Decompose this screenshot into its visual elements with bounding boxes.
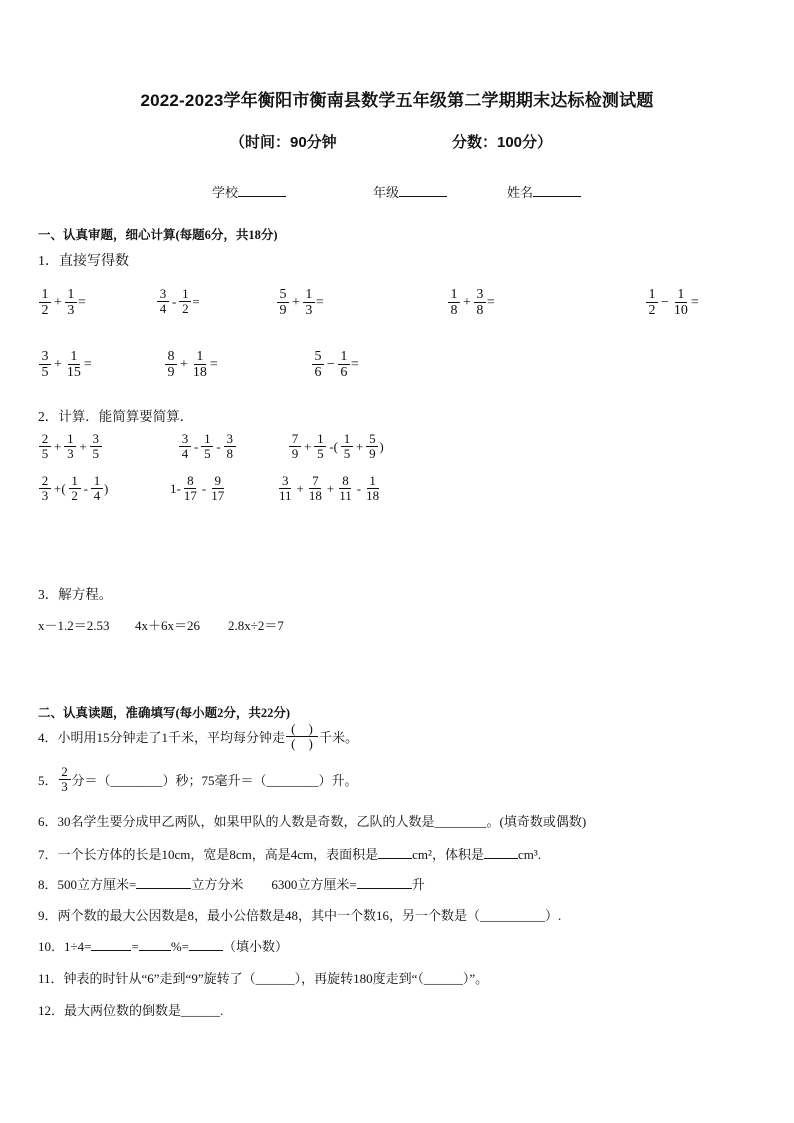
total-score: 分数：100分） <box>452 134 553 151</box>
q5-text: 5． $\frac{2}{3}$ 分＝（________）秒；75毫升＝（________）升。 <box>38 764 358 795</box>
name-field <box>507 182 581 201</box>
q2-expr-5: 1- $\frac{8}{17}$ - $\frac{9}{17}$ <box>170 473 225 504</box>
q1-expr-6: $\frac{3}{5}$ + $\frac{1}{15}$ = <box>38 349 92 380</box>
section1-heading: 一、认真审题，细心计算(每题6分，共18分) <box>38 228 278 242</box>
q1-expr-4: $\frac{1}{8}$ + $\frac{3}{8}$ = <box>447 287 495 318</box>
q3-equation-2: 4x＋6x＝26 <box>135 618 201 633</box>
q7-blank-2[interactable] <box>484 846 518 859</box>
q2-expr-2: $\frac{3}{4}$ - $\frac{1}{5}$ - $\frac{3}{8}$ <box>178 432 237 461</box>
q3-label: 3．解方程。 <box>38 587 113 602</box>
grade-blank[interactable] <box>399 184 447 197</box>
q3-equation-3: 2.8x÷2＝7 <box>228 618 284 633</box>
q12-text: 12．最大两位数的倒数是______. <box>38 1003 224 1018</box>
q8-blank-1[interactable] <box>136 876 191 889</box>
q4-text: 4．小明用15分钟走了1千米，平均每分钟走 $\frac{( )}{( )}$ 千米。 <box>38 721 359 752</box>
q2-expr-3: $\frac{7}{9}$ + $\frac{1}{5}$ -( $\frac{1}{5}$ + $\frac{5}{9}$ ) <box>288 432 384 461</box>
grade-label: 年级 <box>373 185 400 200</box>
page-title: 2022-2023学年衡阳市衡南县数学五年级第二学期期末达标检测试题 <box>140 91 654 110</box>
q1-expr-5: $\frac{1}{2}$ − $\frac{1}{10}$ = <box>645 287 699 318</box>
q10-blank-1[interactable] <box>91 938 131 951</box>
name-blank[interactable] <box>533 184 581 197</box>
q2-expr-4: $\frac{2}{3}$ +( $\frac{1}{2}$ - $\frac{1}{4}$ ) <box>38 474 108 503</box>
q11-text: 11．钟表的时针从“6”走到“9”旋转了（______），再旋转180度走到“（______）”。 <box>38 971 489 986</box>
q6-text: 6．30名学生要分成甲乙两队，如果甲队的人数是奇数，乙队的人数是________。(填奇数或偶数) <box>38 814 587 829</box>
q8-text: 8．500立方厘米= 立方分米 6300立方厘米= 升 <box>38 877 425 892</box>
school-field <box>212 182 286 201</box>
grade-field <box>373 182 447 201</box>
q8-blank-2[interactable] <box>357 876 412 889</box>
q1-expr-7: $\frac{8}{9}$ + $\frac{1}{18}$ = <box>164 349 218 380</box>
q9-text: 9．两个数的最大公因数是8，最小公倍数是48，其中一个数16，另一个数是（__________）. <box>38 908 562 923</box>
q1-label: 1．直接写得数 <box>38 254 129 269</box>
q1-expr-3: $\frac{5}{9}$ + $\frac{1}{3}$ = <box>276 287 324 318</box>
q7-text: 7．一个长方体的长是10cm，宽是8cm，高是4cm，表面积是 cm²，体积是 cm³. <box>38 847 541 862</box>
q1-expr-8: $\frac{5}{6}$ − $\frac{1}{6}$ = <box>311 349 359 380</box>
q1-expr-1: $\frac{1}{2}$ + $\frac{1}{3}$ = <box>38 287 86 318</box>
school-blank[interactable] <box>238 184 286 197</box>
q3-equation-1: x－1.2＝2.53 <box>38 618 110 633</box>
q10-blank-2[interactable] <box>139 938 171 951</box>
time-limit: （时间：90分钟 <box>230 134 337 151</box>
school-label: 学校 <box>212 185 239 200</box>
q10-blank-3[interactable] <box>189 938 223 951</box>
name-label: 姓名 <box>507 185 534 200</box>
q1-expr-2: $\frac{3}{4}$ - $\frac{1}{2}$ = <box>156 287 200 316</box>
q2-label: 2．计算．能简算要简算． <box>38 409 194 424</box>
section2-heading: 二、认真读题，准确填写(每小题2分，共22分) <box>38 706 291 720</box>
q10-text: 10．1÷4= = %= （填小数） <box>38 939 288 954</box>
q2-expr-6: $\frac{3}{11}$ + $\frac{7}{18}$ + $\frac{8}{11}$ - $\frac{1}{18}$ <box>279 473 380 504</box>
q7-blank-1[interactable] <box>378 846 412 859</box>
q2-expr-1: $\frac{2}{5}$ + $\frac{1}{3}$ + $\frac{3}{5}$ <box>38 432 103 461</box>
